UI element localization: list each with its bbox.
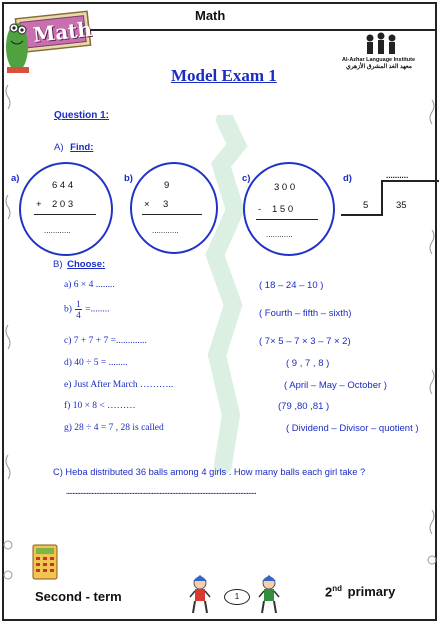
question-label: Question 1: <box>54 110 110 121</box>
section-b-label: B) <box>53 259 63 270</box>
problem-a-rule <box>34 214 96 215</box>
problem-d-answer: .......... <box>386 171 409 180</box>
problem-d-divisor: 5 <box>363 200 369 211</box>
section-c-question: C) Heba distributed 36 balls among 4 girls . How many balls each girl take ? <box>53 467 366 477</box>
choose-item-d: d) 40 ÷ 5 = ........ <box>64 358 128 368</box>
problem-a-op: + <box>36 199 42 210</box>
footer-term: Second - term <box>35 589 122 604</box>
choose-item-b-blank: =........ <box>85 304 110 315</box>
problem-b-rule <box>142 214 202 215</box>
choose-item-b <box>64 299 110 320</box>
choose-options-f: (79 ,80 ,81 ) <box>278 401 330 412</box>
problem-a-label: a) <box>11 173 20 184</box>
logo-text: Math <box>31 16 93 48</box>
choose-item-f: f) 10 × 8 < ……… <box>64 401 136 411</box>
calculator-icon <box>32 544 58 580</box>
section-b-header <box>53 259 105 270</box>
institute-name-ar: معهد الغد المشرق الأزهري <box>346 64 413 70</box>
cartoon-figure-left <box>189 575 211 615</box>
section-a-title: Find: <box>70 142 94 153</box>
problem-c-answer: ............ <box>266 230 293 239</box>
choose-options-d: ( 9 , 7 , 8 ) <box>286 358 330 369</box>
grade-suffix: nd <box>332 584 343 593</box>
problem-b-answer: ............ <box>152 226 179 235</box>
exam-title: Model Exam 1 <box>171 66 277 85</box>
problem-c-rule <box>256 219 318 220</box>
problem-c-op: - <box>258 204 262 215</box>
problem-a-answer: ............ <box>44 226 71 235</box>
section-a-header <box>54 142 93 153</box>
problem-a-top: 6 4 4 <box>52 180 74 191</box>
right-side-decoration <box>426 90 438 590</box>
choose-options-e: ( April – May – October ) <box>284 380 387 391</box>
math-logo <box>3 3 93 77</box>
page-number: 1 <box>234 592 240 601</box>
division-bracket <box>340 180 440 216</box>
choose-item-a: a) 6 × 4 ........ <box>64 280 115 290</box>
problem-c-top: 3 0 0 <box>274 182 296 193</box>
page-number-oval <box>224 589 250 605</box>
choose-options-c: ( 7× 5 – 7 × 3 – 7 × 2) <box>259 336 351 347</box>
problem-c-bottom: 1 5 0 <box>272 204 294 215</box>
section-b-title: Choose: <box>67 259 106 270</box>
grade-number: 2 <box>325 584 333 600</box>
choose-options-b: ( Fourth – fifth – sixth) <box>259 308 352 319</box>
problem-d-label: d) <box>343 173 352 184</box>
problem-c-label: c) <box>242 173 251 184</box>
institute-name-en: Al-Azhar Language Institute <box>342 57 416 63</box>
fraction-numerator: 1 <box>76 299 81 309</box>
choose-item-e: e) Just After March ……….. <box>64 380 174 390</box>
choose-options-a: ( 18 – 24 – 10 ) <box>259 280 324 291</box>
footer-grade <box>325 584 395 599</box>
problem-b-bottom: 3 <box>163 199 169 210</box>
choose-item-b-label: b) <box>64 304 72 315</box>
problem-b-label: b) <box>124 173 133 184</box>
grade-word: primary <box>347 584 396 600</box>
fraction-denominator: 4 <box>76 310 81 320</box>
institute-logo <box>360 32 402 56</box>
problem-b-top: 9 <box>164 180 170 191</box>
header-divider <box>44 29 437 31</box>
choose-item-g: g) 28 ÷ 4 = 7 , 28 is called <box>64 423 164 433</box>
watermark <box>195 115 255 475</box>
choose-item-c: c) 7 + 7 + 7 =............. <box>64 336 147 346</box>
subject-title: Math <box>195 8 226 23</box>
left-side-decoration <box>2 75 14 595</box>
problem-a-bottom: 2 0 3 <box>52 199 74 210</box>
problem-d-dividend: 35 <box>396 200 407 211</box>
section-a-label: A) <box>54 142 64 153</box>
fraction <box>75 299 82 320</box>
cartoon-figure-right <box>258 575 280 615</box>
choose-options-g: ( Dividend – Divisor – quotient ) <box>286 423 419 434</box>
section-c-answer-line: ........................................................................................................................ <box>66 487 257 496</box>
problem-b-op: × <box>144 199 150 210</box>
